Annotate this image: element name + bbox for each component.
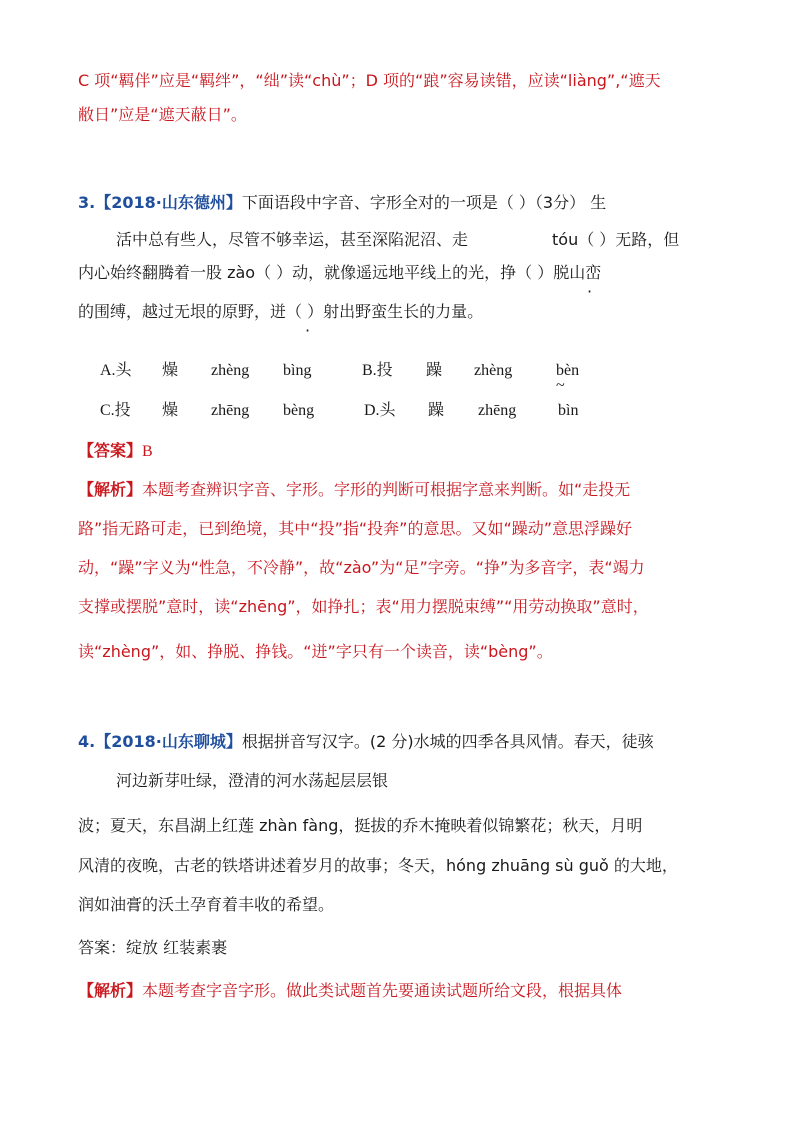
q4-answer: 答案：绽放 红装素裹 <box>78 938 228 957</box>
q3-answer <box>78 440 153 463</box>
prev-explanation-line-2: 敝日”应是“遮天蔽日”。 <box>78 105 247 124</box>
option-b-pinyin-2: bèn <box>556 362 580 379</box>
option-c-pinyin-2: bèng <box>283 402 315 419</box>
analysis-label: 【解析】 <box>78 480 143 499</box>
q3-passage-line-3: 的围缚，越过无垠的原野，迸（ ）射出野蛮生长的力量。 <box>78 302 484 321</box>
q3-analysis-line-2: 路”指无路可走，已到绝境，其中“投”指“投奔”的意思。又如“躁动”意思浮躁好 <box>78 519 633 538</box>
option-a-char: 燥 <box>162 362 179 379</box>
option-b-pinyin-1: zhèng <box>474 362 513 379</box>
analysis-label: 【解析】 <box>78 981 143 1000</box>
q3-analysis-line-3: 动，“躁”字义为“性急，不冷静”，故“zào”为“足”字旁。“挣”为多音字，表“竭力 <box>78 558 645 577</box>
option-d-pinyin-1: zhēng <box>478 402 517 419</box>
q3-stem-text: 下面语段中字音、字形全对的一项是（ ）（3分） 生 <box>241 193 607 212</box>
option-b-label: B.投 <box>362 362 393 379</box>
q3-analysis-line-1 <box>78 479 630 501</box>
option-b-char: 躁 <box>426 362 443 379</box>
q3-passage-line-1b: tóu（ ）无路，但 <box>552 230 680 249</box>
q4-source: 【2018·山东聊城】 <box>95 732 242 751</box>
q3-option-row-2 <box>100 400 600 422</box>
q3-stem <box>78 192 606 214</box>
q3-source: 【2018·山东德州】 <box>95 193 242 212</box>
q3-passage-line-1: 活中总有些人，尽管不够幸运，甚至深陷泥沼、走 <box>116 230 469 249</box>
q3-option-row-1 <box>100 360 600 382</box>
analysis-text: 本题考查辨识字音、字形。字形的判断可根据字意来判断。如“走投无 <box>142 480 631 499</box>
q4-stem-text: 根据拼音写汉字。(2 分)水城的四季各具风情。春天，徒骇 <box>241 732 654 751</box>
q4-number: 4. <box>78 732 96 751</box>
q4-analysis <box>78 980 622 1002</box>
answer-label: 【答案】 <box>78 441 143 460</box>
option-c-pinyin-1: zhēng <box>211 402 250 419</box>
q3-passage-line-2: 内心始终翻腾着一股 zào（ ）动，就像遥远地平线上的光，挣（ ）脱山峦 <box>78 263 602 282</box>
q4-passage-line-2: 波；夏天，东昌湖上红莲 zhàn fàng，挺拔的乔木掩映着似锦繁花；秋天，月明 <box>78 816 643 835</box>
q4-passage-line-3: 风清的夜晚，古老的铁塔讲述着岁月的故事；冬天，hóng zhuāng sù guǒ 的大地， <box>78 856 678 875</box>
option-c-char: 燥 <box>162 402 179 419</box>
option-a-label: A.头 <box>100 362 132 379</box>
option-d-pinyin-2: bìn <box>558 402 579 419</box>
q4-passage-line-1: 河边新芽吐绿，澄清的河水荡起层层银 <box>116 771 389 790</box>
q4-stem <box>78 731 654 753</box>
q3-number: 3. <box>78 193 96 212</box>
analysis-text: 本题考查字音字形。做此类试题首先要通读试题所给文段，根据具体 <box>142 981 623 1000</box>
q3-analysis-line-5: 读“zhèng”，如、挣脱、挣钱。“迸”字只有一个读音，读“bèng”。 <box>78 642 553 661</box>
emphasis-dot: · <box>305 321 311 340</box>
q4-passage-line-4: 润如油膏的沃土孕育着丰收的希望。 <box>78 895 335 914</box>
option-c-label: C.投 <box>100 402 131 419</box>
answer-value: B <box>142 443 153 460</box>
option-a-pinyin-2: bìng <box>283 362 312 379</box>
emphasis-dot: · <box>587 282 593 301</box>
option-d-char: 躁 <box>428 402 445 419</box>
tilde-mark: ~ <box>556 377 565 394</box>
option-d-label: D.头 <box>364 402 396 419</box>
q3-analysis-line-4: 支撑或摆脱”意时，读“zhēng”，如挣扎；表“用力摆脱束缚”“用劳动换取”意时， <box>78 597 649 616</box>
option-a-pinyin-1: zhèng <box>211 362 250 379</box>
prev-explanation-line-1: C 项“羁伴”应是“羁绊”，“绌”读“chù”；D 项的“踉”容易读错，应读“liàng”,“遮天 <box>78 71 661 90</box>
